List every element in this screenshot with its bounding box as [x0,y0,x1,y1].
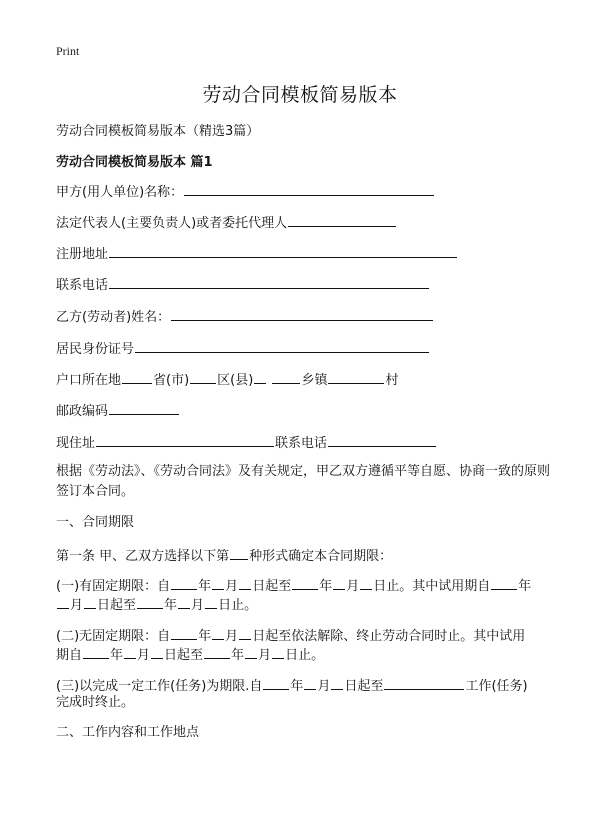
term-text: 工作(任务) [465,679,528,694]
term-text: 日起至依法解除、终止劳动合同时止。其中试用 [252,629,526,644]
term-text: 期自 [56,648,83,663]
term-text: 日起至 [97,598,137,613]
fill-blank [239,575,251,590]
fill-blank [239,625,251,640]
contract-basis-paragraph: 根据《劳动法》、《劳动合同法》及有关规定，甲乙双方遵循平等自愿、协商一致的原则签订本合同。 [56,464,551,499]
task-term-line-2 [56,694,134,712]
field-label: 户口所在地 [56,373,122,388]
term-text: 年 [319,579,333,594]
term-text: 年 [290,679,304,694]
open-term-line-2 [56,644,324,665]
term-text: 日起至 [252,579,292,594]
term-text: 月 [258,648,272,663]
fill-blank [122,369,152,384]
fill-blank [109,243,457,258]
field-label: 省(市) [153,373,190,388]
fill-blank [151,644,163,659]
fixed-term-line-2 [56,594,257,615]
print-link[interactable]: Print [56,44,80,58]
fixed-term-line-1 [56,575,531,596]
open-term-line-1 [56,625,525,646]
fill-blank [57,594,69,609]
field-label: 乡镇 [301,373,328,388]
fill-blank [328,432,436,447]
fill-blank [137,594,163,609]
article-1 [56,545,392,566]
field-reg-address [56,243,458,264]
field-current-address [56,432,437,453]
fill-blank [171,306,433,321]
fill-blank [124,644,136,659]
article-text: 种形式确定本合同期限： [249,549,393,564]
fill-blank [384,675,464,690]
fill-blank [288,212,396,227]
fill-blank [212,575,224,590]
document-subtitle: 劳动合同模板简易版本（精选3篇） [56,124,260,139]
term-text: 年 [231,648,245,663]
fill-blank [360,575,372,590]
fill-blank [304,675,316,690]
fill-blank [205,594,217,609]
field-label: 乙方(劳动者)姓名： [56,310,171,325]
field-legal-rep [56,212,397,233]
fill-blank [272,644,284,659]
document-title: 劳动合同模板简易版本 [202,84,398,106]
fill-blank [204,644,230,659]
fill-blank [171,575,197,590]
term-text: 日止。 [218,598,258,613]
section-heading: 劳动合同模板简易版本 篇1 [56,155,213,170]
fill-blank [84,594,96,609]
fill-blank [96,432,274,447]
section-2-title: 二、工作内容和工作地点 [56,725,200,740]
fill-blank [245,644,257,659]
term-text: 年 [198,579,212,594]
field-hukou [56,369,399,390]
field-postcode [56,400,180,421]
fill-blank [230,545,248,560]
fill-blank [178,594,190,609]
field-label: 联系电话 [275,436,328,451]
fill-blank [171,625,197,640]
field-label: 现住址 [56,436,96,451]
term-text: 月 [191,598,205,613]
term-text: 日起至 [164,648,204,663]
field-label: 注册地址 [56,247,109,262]
field-label: 村 [385,373,399,388]
fill-blank [184,181,434,196]
field-label: 法定代表人(主要负责人)或者委托代理人 [56,216,288,231]
term-text: 日止。其中试用期自 [373,579,491,594]
field-label: 居民身份证号 [56,342,135,357]
fill-blank [292,575,318,590]
term-text: 年 [110,648,124,663]
term-text: 月 [70,598,84,613]
field-id-number [56,338,430,359]
term-text: 月 [137,648,151,663]
fill-blank [135,338,429,353]
term-text: 完成时终止。 [56,695,135,710]
term-text: 月 [346,579,360,594]
field-party-b [56,306,434,327]
article-text: 第一条 甲、乙双方选择以下第 [56,549,230,564]
fill-blank [328,369,384,384]
term-text: 日止。 [285,648,325,663]
field-label: 甲方(用人单位)名称： [56,185,184,200]
field-party-a [56,181,435,202]
term-text: 年 [198,629,212,644]
term-text: 年 [518,579,532,594]
fill-blank [263,675,289,690]
task-term-line-1 [56,675,528,696]
fill-blank [212,625,224,640]
field-label: 邮政编码 [56,404,109,419]
field-phone [56,274,430,295]
fill-blank [333,575,345,590]
fill-blank [190,369,216,384]
section-1-title: 一、合同期限 [56,515,135,530]
term-text: (三)以完成一定工作(任务)为期限.自 [56,679,263,694]
term-text: 月 [225,629,239,644]
term-text: (一)有固定期限：自 [56,579,171,594]
term-text: (二)无固定期限：自 [56,629,171,644]
fill-blank [109,274,429,289]
fill-blank [272,369,300,384]
fill-blank [254,369,266,384]
term-text: 日起至 [344,679,384,694]
field-label: 区(县) [217,373,254,388]
fill-blank [331,675,343,690]
term-text: 月 [317,679,331,694]
term-text: 年 [164,598,178,613]
field-label: 联系电话 [56,278,109,293]
fill-blank [83,644,109,659]
fill-blank [109,400,179,415]
term-text: 月 [225,579,239,594]
fill-blank [491,575,517,590]
